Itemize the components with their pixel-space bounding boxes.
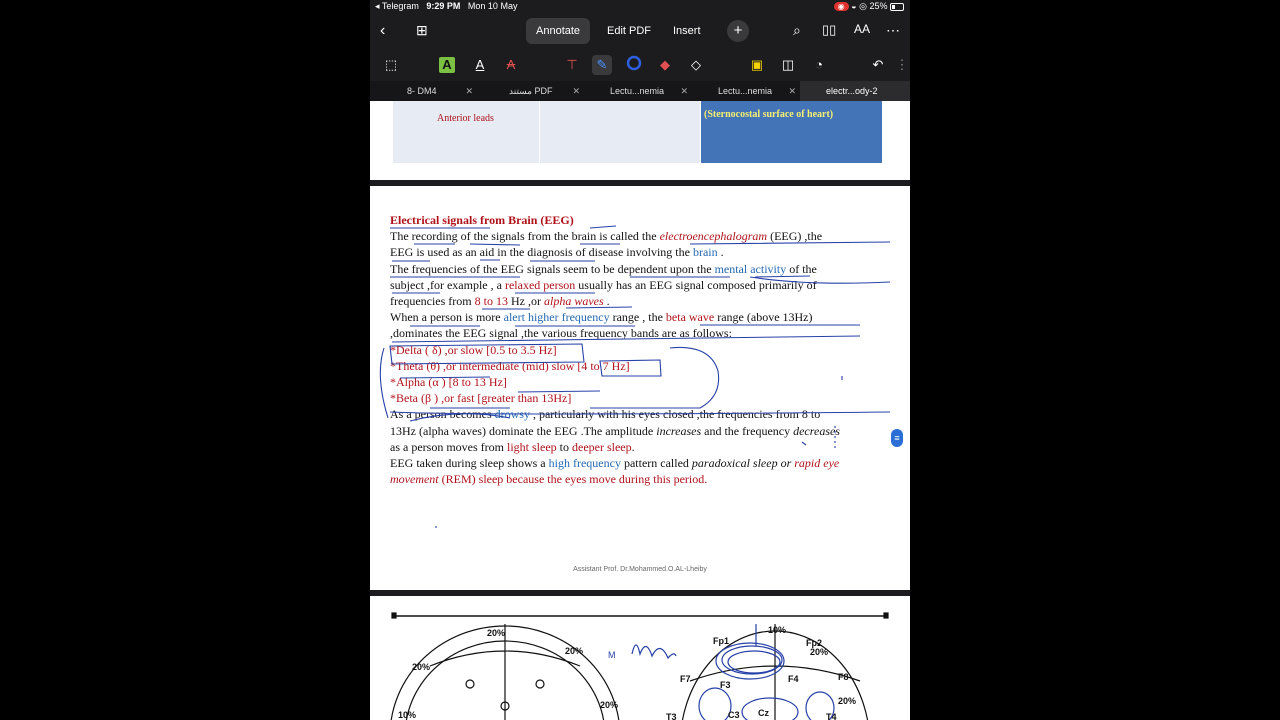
clock-time: 9:29 PM (426, 1, 461, 11)
marker-icon[interactable]: ◆ (660, 57, 670, 72)
doc-tab-label: electr...ody-2 (826, 86, 878, 96)
tab-insert[interactable]: Insert (673, 25, 701, 37)
doc-tab-label: 8- DM4 (407, 86, 437, 96)
ink-underline (390, 226, 616, 228)
more-icon[interactable]: ⋯ (886, 22, 900, 38)
ink-strike (410, 414, 510, 421)
doc-tab[interactable] (584, 81, 692, 101)
ink-underline (482, 307, 632, 309)
tab-edit-pdf[interactable]: Edit PDF (607, 25, 652, 37)
close-icon[interactable]: ✕ (680, 86, 688, 96)
diagram-label: 10% (768, 625, 787, 635)
close-icon[interactable]: ✕ (572, 86, 580, 96)
back-chevron-icon[interactable]: ‹ (380, 22, 386, 39)
tab-annotate[interactable]: Annotate (526, 18, 590, 44)
ink-circle (742, 698, 798, 720)
electrode-label: Cz (758, 708, 769, 718)
ink-underline (392, 336, 860, 342)
diagram-label: 10% (398, 710, 417, 720)
doc-tab-label: Lectu...nemia (718, 86, 773, 96)
nav-bar (370, 14, 910, 48)
doc-tab[interactable] (370, 81, 477, 101)
doc-tab[interactable] (692, 81, 800, 101)
band-item: *Theta (θ) ,or intermediate (mid) slow [4 to 7 Hz] (390, 358, 630, 373)
text-box-icon[interactable]: ⊤ (566, 57, 578, 72)
book-icon[interactable]: ▯▯ (822, 22, 837, 37)
ink-underline (410, 325, 860, 326)
ipad-screen (370, 0, 910, 720)
back-to-app-link[interactable]: ◂ Telegram (375, 1, 419, 11)
annotation-toolbar (370, 50, 910, 80)
doc-tab-label: Lectu...nemia (610, 86, 665, 96)
underline-text-icon[interactable]: A (475, 57, 485, 72)
electrode-label: F4 (788, 674, 799, 684)
grid-icon[interactable]: ⊞ (416, 22, 428, 38)
ink-underline (392, 260, 595, 261)
ink-letter: M (608, 650, 616, 660)
close-icon[interactable]: ✕ (788, 86, 796, 96)
doc-tab-active[interactable] (800, 81, 910, 101)
screen-record-icon: ◉ (834, 2, 849, 11)
text-line: 13Hz (alpha waves) dominate the EEG .The amplitude increases and the frequency decreases (390, 423, 840, 438)
diagram-label: 20% (565, 646, 584, 656)
close-icon[interactable]: ✕ (465, 86, 473, 96)
text-line: As a person becomes drowsy , particularly with his eyes closed ,the frequencies from 8 to (390, 407, 821, 422)
ink-scribble (632, 645, 676, 658)
ink-annotations (370, 186, 910, 590)
ink-dot (436, 376, 842, 528)
text-line: movement (REM) sleep because the eyes move during this period. (390, 472, 708, 487)
doc-tab-label: مستند PDF (509, 86, 553, 96)
status-bar (370, 0, 910, 14)
scroll-handle[interactable]: ≡ (891, 429, 903, 447)
search-icon[interactable]: ⌕ (793, 22, 801, 38)
undo-icon[interactable]: ↶ (872, 57, 884, 72)
diagram-label: 20% (838, 696, 857, 706)
section-heading: Electrical signals from Brain (EEG) (390, 213, 574, 227)
diagram-label: 20% (810, 647, 829, 657)
stamp-icon[interactable]: ◫ (781, 57, 795, 72)
ink-bracket (590, 347, 719, 408)
electrode-label: T3 (666, 712, 677, 720)
table-cell-text: Anterior leads (437, 113, 494, 124)
band-item: *Beta (β ) ,or fast [greater than 13Hz] (390, 391, 572, 406)
note-icon[interactable]: ▣ (750, 57, 764, 72)
electrode-dot (466, 680, 474, 688)
eraser-icon[interactable]: ◇ (691, 57, 701, 72)
ink-box (390, 344, 584, 364)
band-item: *Delta ( δ) ,or slow [0.5 to 3.5 Hz] (390, 342, 557, 357)
ink-underline (390, 276, 810, 277)
electrode-dot (536, 680, 544, 688)
page-footer: Assistant Prof. Dr.Mohammed.O.AL-Lheiby (573, 566, 707, 573)
lasso-icon[interactable]: ◔ (815, 57, 823, 72)
battery-percent: 25% (869, 1, 888, 11)
diagram-label: 20% (600, 700, 619, 710)
ink-underline (414, 242, 890, 245)
diagram-rule-end (884, 613, 888, 618)
electrode-label: F3 (720, 680, 731, 690)
ink-circle (728, 651, 780, 673)
text-line: ,dominates the EEG signal ,the various frequency bands are as follows: (390, 326, 732, 341)
text-line: The frequencies of the EEG signals seem to be dependent upon the mental activity of the (390, 261, 817, 276)
text-line: as a person moves from light sleep to deeper sleep. (390, 439, 635, 454)
text-line: subject ,for example , a relaxed person usually has an EEG signal composed primarily of (390, 277, 817, 292)
pdf-page (370, 186, 910, 590)
strikethrough-text-icon[interactable]: A (506, 57, 516, 72)
ink-underline (400, 377, 600, 392)
highlight-text-icon[interactable]: A (439, 57, 455, 73)
diagram-rule-end (392, 613, 396, 618)
electrode-label: C3 (728, 710, 740, 720)
electrode-label: T4 (826, 712, 837, 720)
battery-icon (890, 3, 904, 11)
shape-icon[interactable] (624, 55, 644, 75)
electrode-label: F8 (838, 672, 849, 682)
electrode-diagram (370, 596, 910, 720)
band-item: *Alpha (α ) [8 to 13 Hz] (390, 375, 507, 390)
pdf-page (370, 101, 910, 180)
ink-bracket (380, 348, 388, 418)
electrode-label: Fp1 (713, 636, 730, 646)
date-label: Mon 10 May (467, 1, 518, 11)
orientation-lock-icon: ◎ (859, 1, 867, 11)
ink-underline (392, 277, 890, 293)
text-line: The recording of the signals from the brain is called the electroencephalogram (EEG) ,the (390, 229, 823, 244)
document-tabs (370, 81, 910, 101)
table-cell-text: (Sternocostal surface of heart) (704, 109, 834, 120)
selection-icon[interactable]: ⬚ (384, 57, 398, 72)
text-line: EEG taken during sleep shows a high frequency pattern called paradoxical sleep or rapid eye (390, 456, 840, 471)
ink-circle (699, 688, 731, 720)
text-size-icon[interactable]: AA (854, 22, 871, 36)
pen-icon[interactable]: ✎ (592, 55, 612, 75)
diagram-label: 20% (412, 662, 431, 672)
pdf-page (370, 596, 910, 720)
wifi-icon: ◒ (851, 1, 857, 11)
doc-tab[interactable] (477, 81, 584, 101)
text-line: EEG is used as an aid in the diagnosis of disease involving the brain . (390, 245, 724, 260)
toolbar-grip-icon[interactable]: ⋮ (895, 57, 909, 72)
electrode-label: Fp2 (806, 638, 823, 648)
ink-box (600, 360, 661, 376)
text-line: frequencies from 8 to 13 Hz ,or alpha waves . (390, 294, 610, 309)
text-line: When a person is more alert higher frequency range , the beta wave range (above 13Hz) (390, 310, 813, 325)
electrode-label: F7 (680, 674, 691, 684)
diagram-label: 20% (487, 628, 506, 638)
add-icon[interactable]: + (727, 20, 749, 42)
